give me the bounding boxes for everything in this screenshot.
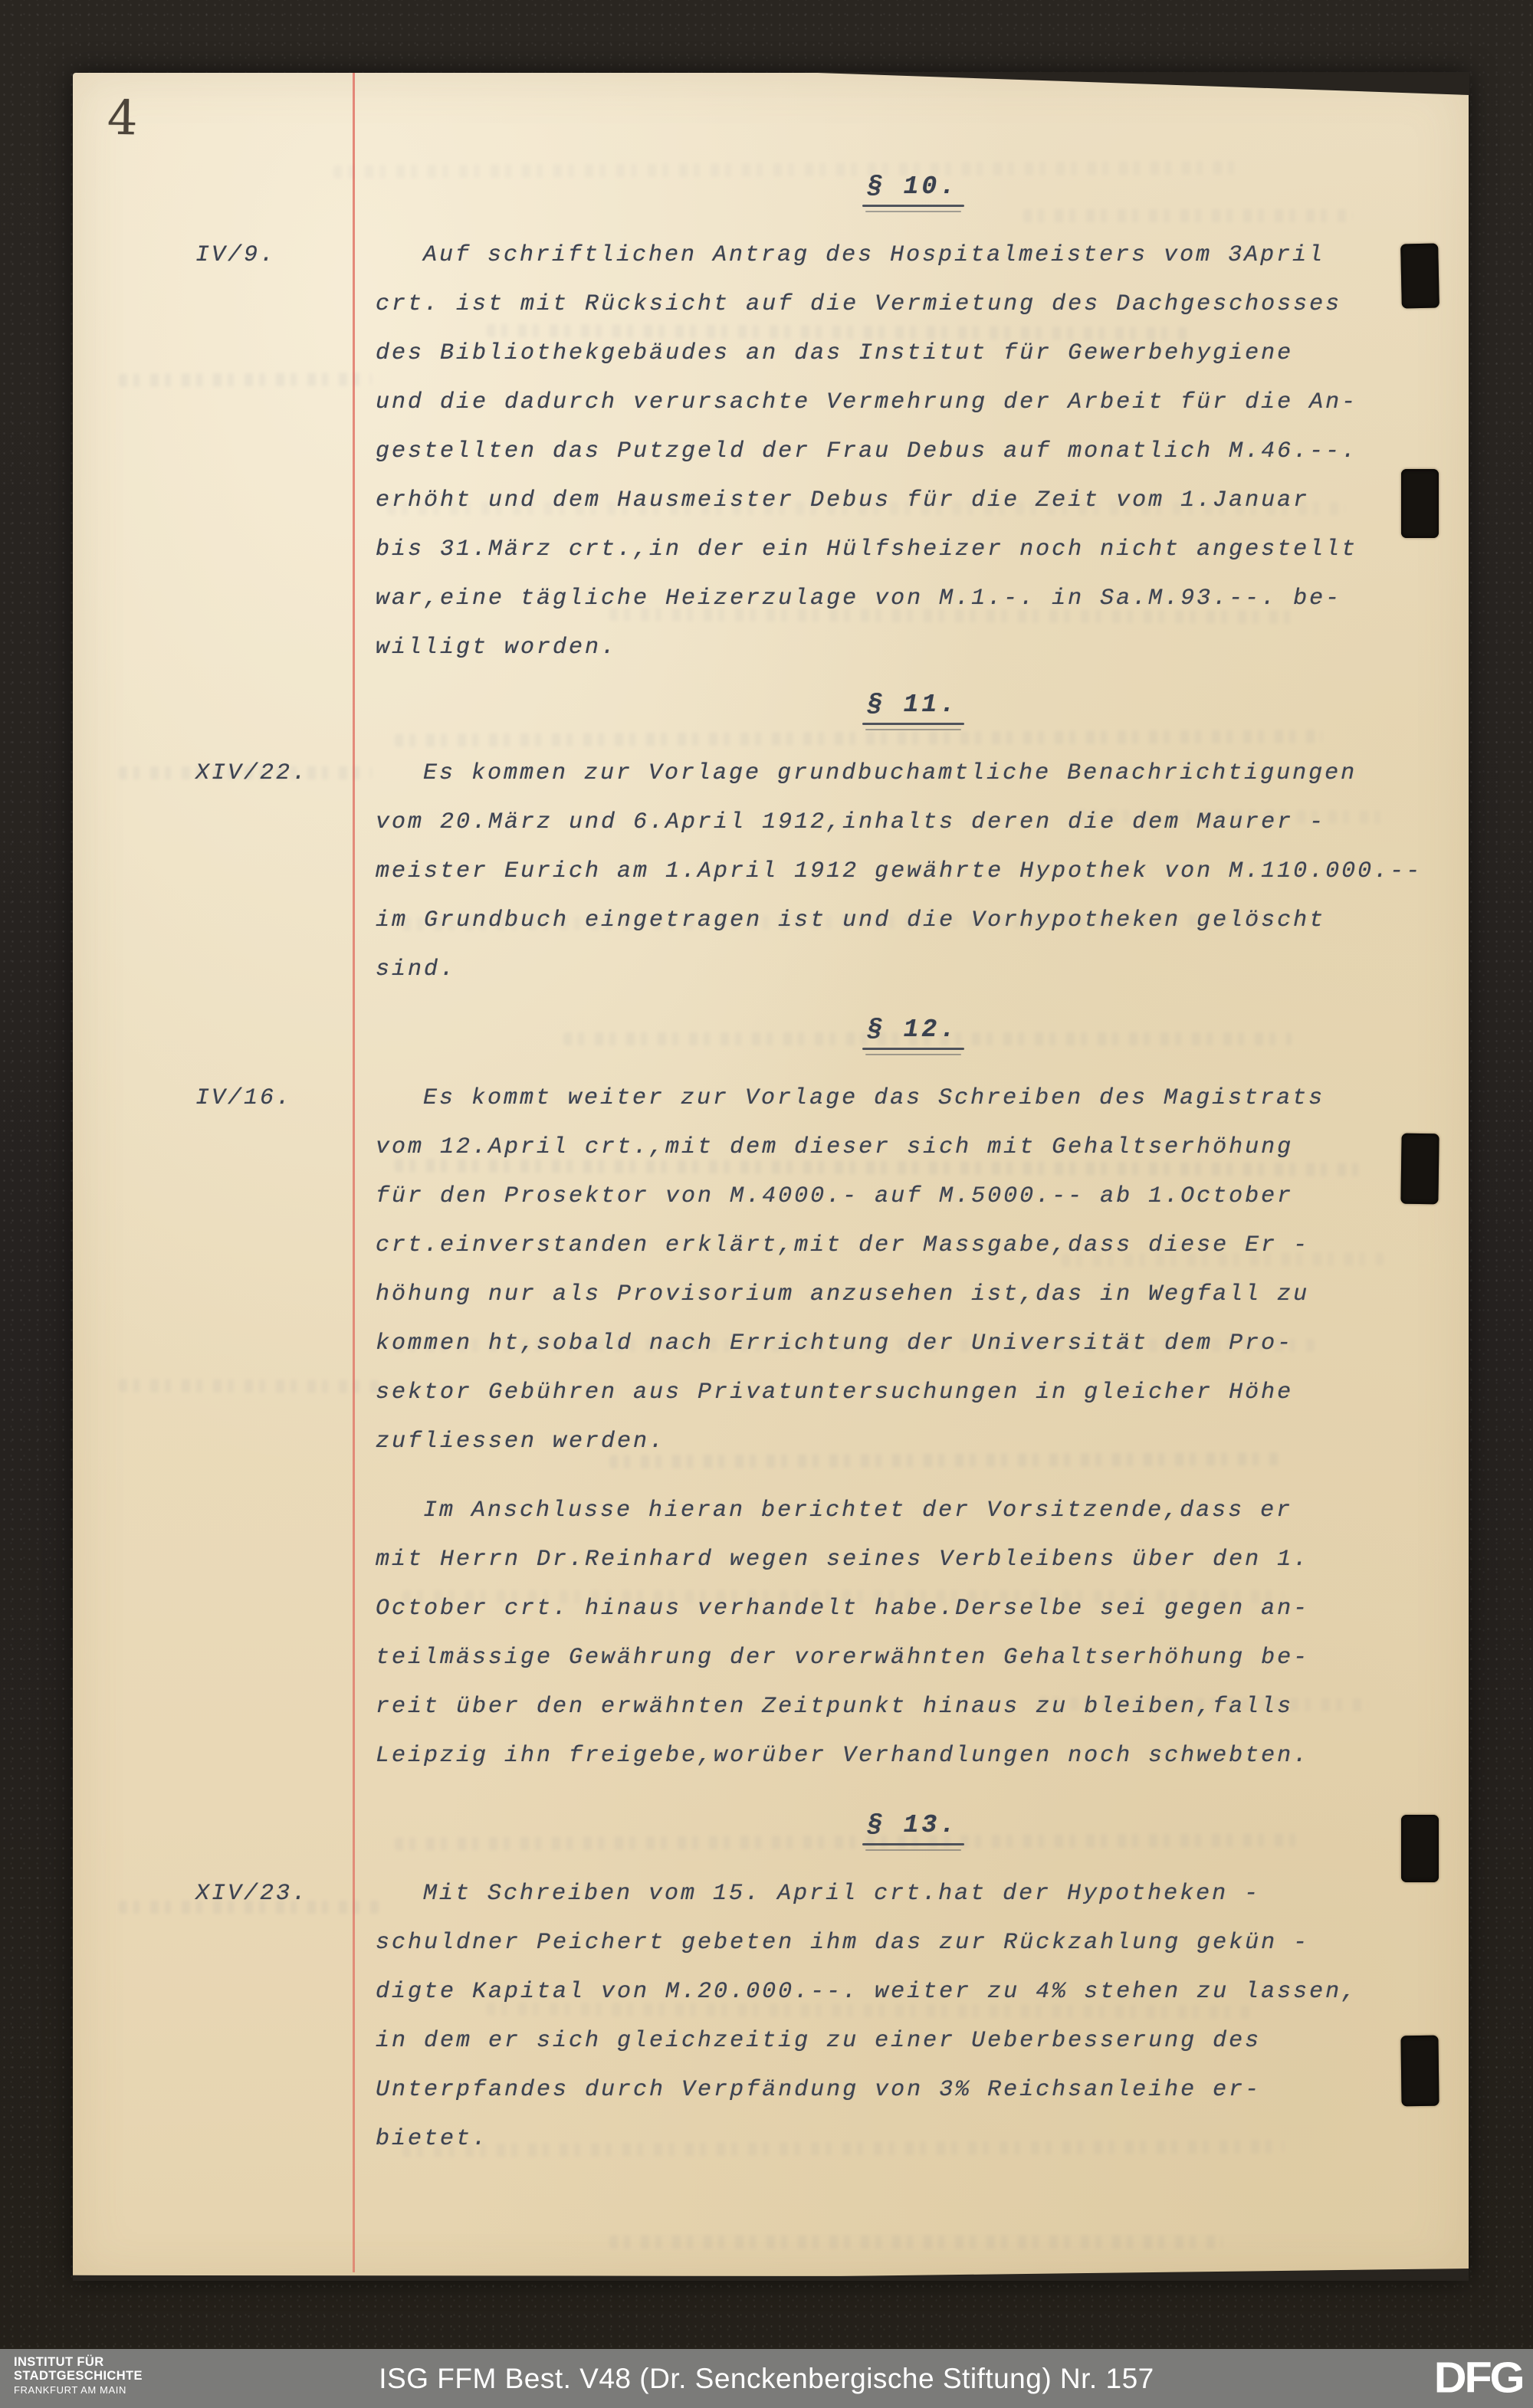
typewritten-line: crt. ist mit Rücksicht auf die Vermietung des Dachgeschosses — [376, 291, 1342, 317]
archive-citation: ISG FFM Best. V48 (Dr. Senckenbergische Stiftung) Nr. 157 — [379, 2362, 1154, 2394]
section-13 — [195, 1811, 1453, 2164]
typewritten-line: im Grundbuch eingetragen ist und die Vorhypotheken gelöscht — [376, 907, 1326, 933]
section-11 — [195, 691, 1453, 994]
paragraph — [376, 1486, 1453, 1780]
section-heading: § 10. — [864, 172, 964, 203]
margin-reference-label: XIV/22. — [195, 760, 309, 786]
typewritten-line: in dem er sich gleichzeitig zu einer Ueberbesserung des — [376, 2028, 1262, 2054]
typewritten-line: reit über den erwähnten Zeitpunkt hinaus zu bleiben,falls — [376, 1694, 1294, 1720]
typewritten-line: Im Anschlusse hieran berichtet der Vorsitzende,dass er — [423, 1498, 1293, 1524]
section-heading: § 11. — [864, 691, 964, 721]
typewritten-line: mit Herrn Dr.Reinhard wegen seines Verbleibens über den 1. — [376, 1547, 1310, 1573]
section-heading-row — [195, 1811, 1453, 1854]
section-heading: § 12. — [864, 1015, 964, 1046]
typewritten-line: teilmässige Gewährung der vorerwähnten Gehaltserhöhung be- — [376, 1645, 1310, 1671]
section-paragraphs — [376, 1074, 1453, 1780]
section-body — [195, 1869, 1453, 2164]
typewritten-line: Es kommen zur Vorlage grundbuchamtliche Benachrichtigungen — [423, 760, 1357, 786]
typewritten-line: Es kommt weiter zur Vorlage das Schreiben des Magistrats — [423, 1085, 1325, 1111]
section-body — [195, 749, 1453, 994]
typewritten-line: willigt worden. — [376, 635, 618, 661]
typewritten-line: vom 12.April crt.,mit dem dieser sich mit Gehaltserhöhung — [376, 1134, 1294, 1160]
paragraph — [376, 1869, 1453, 2164]
typewritten-line: war,eine tägliche Heizerzulage von M.1.-. in Sa.M.93.--. be- — [376, 586, 1342, 612]
typewritten-line: zufliessen werden. — [376, 1429, 666, 1455]
typewritten-content — [195, 172, 1453, 2164]
bleedthrough-smudge — [609, 2236, 1223, 2249]
typewritten-line: bietet. — [376, 2126, 489, 2152]
section-body — [195, 1074, 1453, 1780]
section-10 — [195, 172, 1453, 672]
section-body — [195, 231, 1453, 672]
section-paragraphs — [376, 231, 1453, 672]
margin-reference-label: IV/16. — [195, 1085, 293, 1111]
typewritten-line: kommen ht,sobald nach Errichtung der Universität dem Pro- — [376, 1330, 1294, 1357]
dfg-logo: DFG — [1433, 2353, 1523, 2403]
typewritten-line: und die dadurch verursachte Vermehrung der Arbeit für die An- — [376, 389, 1358, 415]
typewritten-line: Auf schriftlichen Antrag des Hospitalmeisters vom 3April — [423, 242, 1325, 268]
institute-line2: STADTGESCHICHTE — [14, 2368, 143, 2383]
document-page — [73, 73, 1469, 2280]
section-heading-row — [195, 172, 1453, 215]
margin-reference-label: IV/9. — [195, 242, 277, 268]
typewritten-line: für den Prosektor von M.4000.- auf M.5000.-- ab 1.October — [376, 1183, 1294, 1209]
section-12 — [195, 1015, 1453, 1780]
page-bottom-edge — [73, 2269, 1469, 2281]
typewritten-line: höhung nur als Provisorium anzusehen ist,das in Wegfall zu — [376, 1281, 1310, 1307]
typewritten-line: crt.einverstanden erklärt,mit der Massgabe,dass diese Er - — [376, 1232, 1310, 1258]
typewritten-line: sind. — [376, 956, 457, 983]
margin-reference-label: XIV/23. — [195, 1881, 309, 1907]
typewritten-line: Leipzig ihn freigebe,worüber Verhandlungen noch schwebten. — [376, 1743, 1310, 1769]
typewritten-line: vom 20.März und 6.April 1912,inhalts deren die dem Maurer - — [376, 809, 1326, 835]
typewritten-line: gestellten das Putzgeld der Frau Debus auf monatlich M.46.--. — [376, 438, 1358, 464]
typewritten-line: digte Kapital von M.20.000.--. weiter zu 4% stehen zu lassen, — [376, 1979, 1358, 2005]
typewritten-line: des Bibliothekgebäudes an das Institut für Gewerbehygiene — [376, 340, 1294, 366]
institute-line1: INSTITUT FÜR — [14, 2355, 104, 2369]
paragraph — [376, 1074, 1453, 1466]
typewritten-line: Unterpfandes durch Verpfändung von 3% Reichsanleihe er- — [376, 2077, 1262, 2103]
section-heading: § 13. — [864, 1811, 964, 1842]
section-heading-row — [195, 691, 1453, 733]
typewritten-line: Mit Schreiben vom 15. April crt.hat der Hypotheken - — [423, 1881, 1261, 1907]
institute-line3: FRANKFURT AM MAIN — [14, 2383, 126, 2396]
typewritten-line: sektor Gebühren aus Privatuntersuchungen in gleicher Höhe — [376, 1380, 1294, 1406]
page-top-edge — [795, 72, 1469, 95]
paragraph — [376, 231, 1453, 672]
section-paragraphs — [376, 749, 1453, 994]
typewritten-line: schuldner Peichert gebeten ihm das zur Rückzahlung gekün - — [376, 1930, 1310, 1956]
archive-footer-bar — [0, 2349, 1533, 2408]
section-paragraphs — [376, 1869, 1453, 2164]
typewritten-line: bis 31.März crt.,in der ein Hülfsheizer noch nicht angestellt — [376, 536, 1358, 563]
section-heading-row — [195, 1015, 1453, 1058]
page-number: 4 — [107, 89, 139, 146]
paragraph — [376, 749, 1453, 994]
typewritten-line: erhöht und dem Hausmeister Debus für die Zeit vom 1.Januar — [376, 487, 1310, 513]
typewritten-line: meister Eurich am 1.April 1912 gewährte Hypothek von M.110.000.-- — [376, 858, 1423, 884]
typewritten-line: October crt. hinaus verhandelt habe.Derselbe sei gegen an- — [376, 1596, 1310, 1622]
